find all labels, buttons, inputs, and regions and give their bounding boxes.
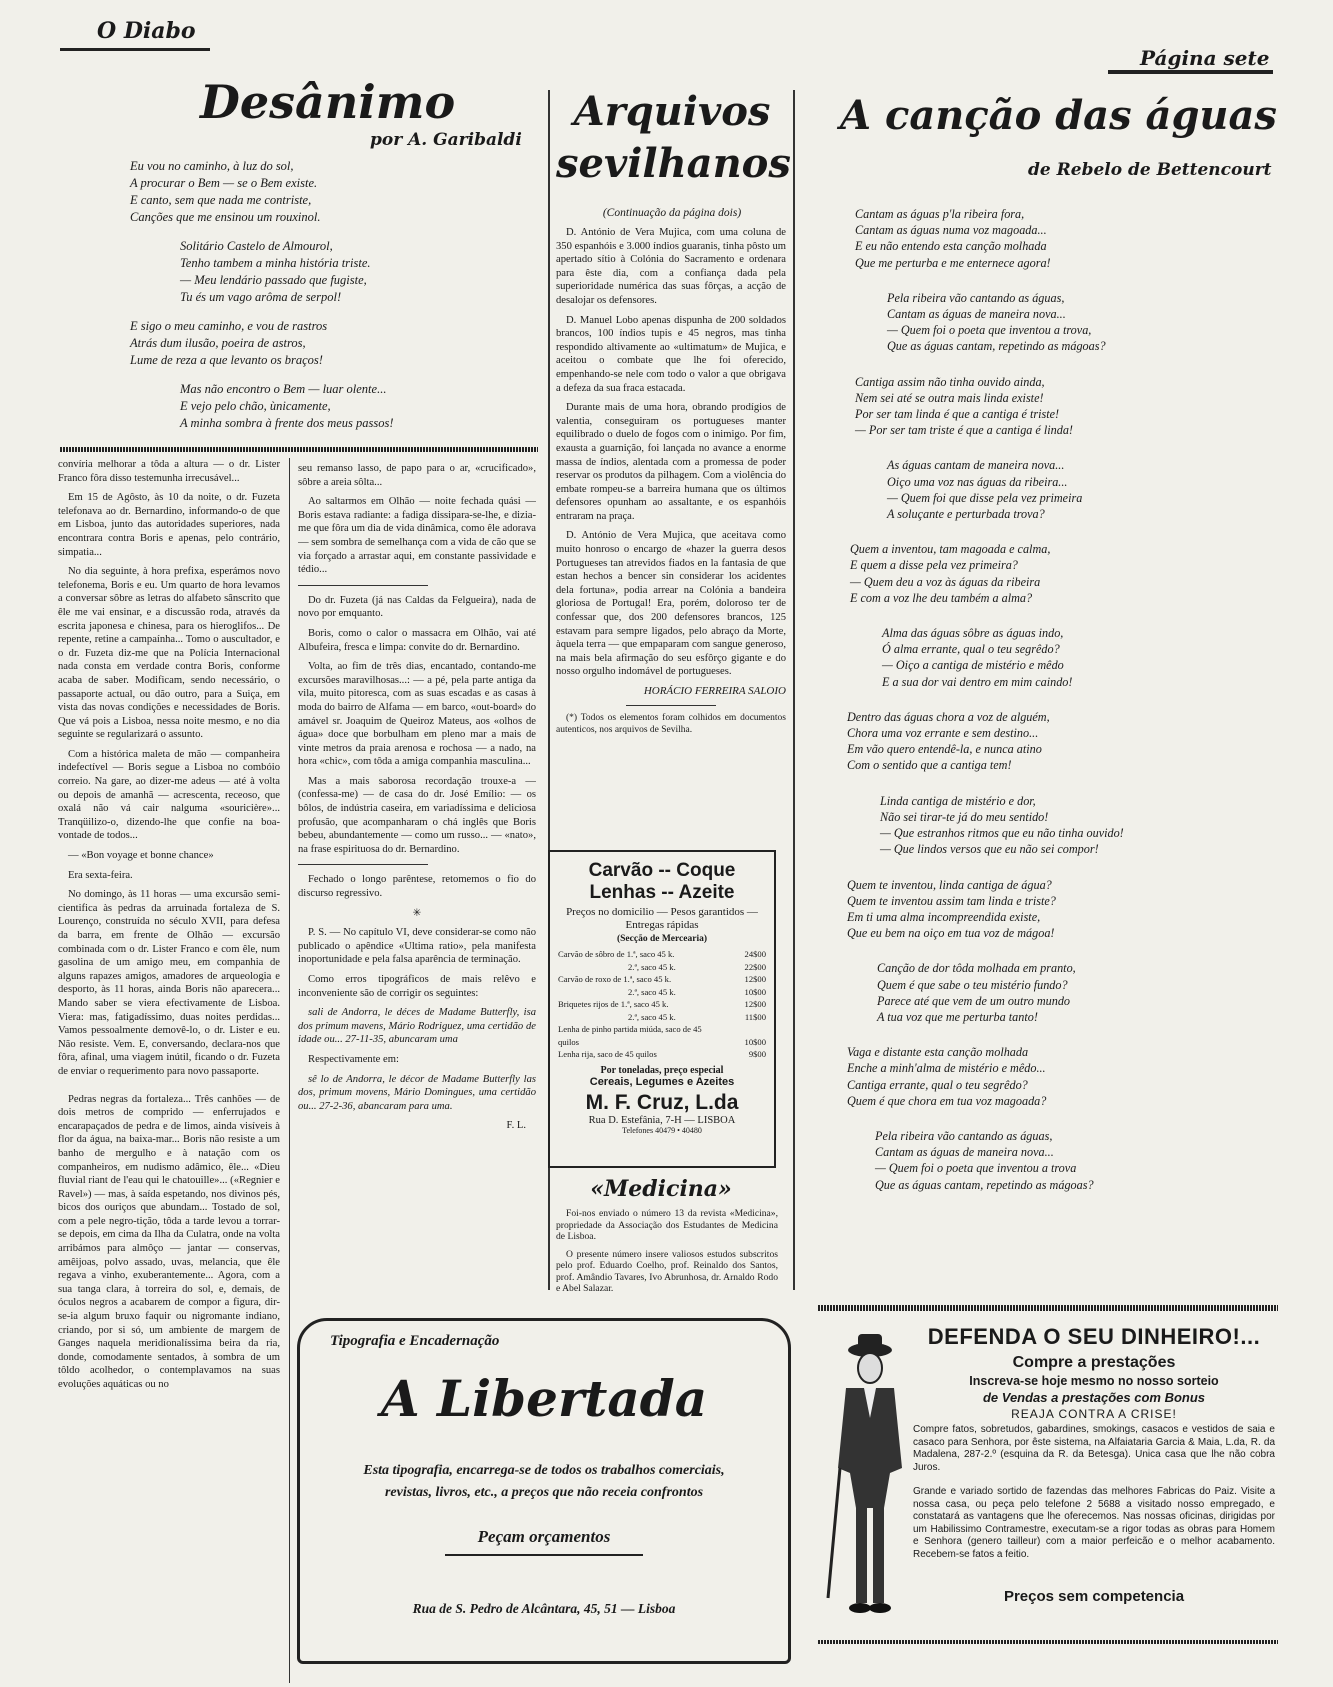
paragraph: Do dr. Fuzeta (já nas Caldas da Felgueira), nada de novo por emquanto. xyxy=(298,594,536,620)
verse-line: E canto, sem que nada me contriste, xyxy=(130,193,312,207)
verse-line: Em ti uma alma incompreendida existe, xyxy=(847,909,1041,924)
stanza xyxy=(855,206,1275,271)
price-row xyxy=(558,948,766,961)
verse-line: A minha sombra à frente dos meus passos! xyxy=(180,416,394,430)
verse-line: Quem a inventou, tam magoada e calma, xyxy=(850,542,1051,557)
stanza xyxy=(855,374,1275,439)
item-price: 24$00 xyxy=(744,949,766,959)
verse-line: A soluçante e perturbada trova? xyxy=(887,507,1045,522)
paragraph: Respectivamente em: xyxy=(308,1053,399,1065)
verse-line: Não sei tirar-te já do meu sentido! xyxy=(880,809,1049,824)
ad-body: Grande e variado sortido de fazendas das melhores Fabricas do Paiz. Visite a nossa casa, ou peça pelo telefone 2 5688 a visitado nosso empregado, e constatará as vantagens que lhe oferecemos. Nas nossas oficinas, dirigidas por um Habilissimo Contramestre, executam-se a rigor todas as obras para Homem e Senhora (genero tailleur) com a maior perfeicão e o melhor acabamento. Recebem-se fatos a feitio. xyxy=(913,1486,1275,1560)
stanza xyxy=(180,381,540,432)
verse-line: Mas não encontro o Bem — luar olente... xyxy=(180,382,387,396)
paragraph: Fechado o longo parêntese, retomemos o fio do discurso regressivo. xyxy=(298,874,536,900)
verse-line: E quem a disse pela vez primeira? xyxy=(850,558,1018,573)
ad-description: revistas, livros, etc., a preços que não receia confrontos xyxy=(384,1485,704,1500)
stanza xyxy=(887,457,1275,522)
verse-line: Cantam as águas numa voz magoada... xyxy=(855,223,1047,238)
article-medicina-body xyxy=(556,1208,778,1308)
article-continuation-left xyxy=(58,458,280,1683)
verse-line: A procurar o Bem — se o Bem existe. xyxy=(130,176,318,190)
paragraph: sali de Andorra, le déces de Madame Butterfly, isa dos primum mavens, Mário Rodriguez, uma certidão de idade ou... 27-11-35, abuncaram uma xyxy=(298,1007,536,1046)
article-title-arquivos xyxy=(556,86,791,190)
column-divider xyxy=(793,90,795,1290)
item-name: Carvão de sôbro de 1.ª, saco 45 k. xyxy=(558,949,675,959)
separator-rule xyxy=(298,585,428,586)
gentleman-illustration-icon xyxy=(818,1328,918,1628)
verse-line: Chora uma voz errante e sem destino... xyxy=(847,726,1039,741)
verse-line: E vejo pelo chão, ùnicamente, xyxy=(180,399,331,413)
paragraph: Com a histórica maleta de mão — companheira indefectível — Boris segue a Lisboa no combóio correio. Na gare, ao dizer-me adeus — até à volta ou depois de amanhã — acrescenta, receoso, que oxalá não vá cair nalguma «souricière»... Tranqüilizo-o, dizendo-lhe que confie na boa-vontade de todos... xyxy=(58,748,280,842)
item-name: 2.ª, saco 45 k. xyxy=(628,986,676,997)
paragraph: Como erros tipográficos de mais relêvo e inconveniente são de corrigir os seguintes: xyxy=(298,974,536,999)
paragraph: No dia seguinte, à hora prefixa, esperámos novo telefonema, Boris e eu. Um quarto de hora levamos a conversar sôbre as letras do alfabeto sânscrito que êle me vai ensinar, e a discussão roda, através da escrita japonesa e chinesa, para os hieroglifos... De repente, retine a campaínha... Tomo o auscultador, e o dr. Fuzeta diz-me que na Polícia Internacional nada consta em verdade contra Boris, conforme acaba de saber. Modificam, sendo necessário, o passaporte actual, ou dão outro, para a Suiça, em vista das novas condições e necessidades de Boris. Que vá pois a Lisboa, nessa noite mesmo, e no dia seguinte se regularizará o assunto. xyxy=(58,566,280,741)
ad-line: de Vendas a prestações com Bonus xyxy=(982,1390,1206,1405)
paragraph: Mas a mais saborosa recordação trouxe-a — (confessa-me) — de casa do dr. José Emílio: — os bôlos, de indústria caseira, em variadíssima e deliciosa profusão, que acompanharam o chá inglês que Boris bebeu, abundantemente — como um russo... — «nato», na frase espirituosa do dr. Bernardino. xyxy=(298,775,536,855)
signature: F. L. xyxy=(506,1120,526,1132)
article-arquivos-body xyxy=(556,226,786,826)
ad-company: M. F. Cruz, L.da xyxy=(585,1090,739,1114)
separator-rule xyxy=(298,864,428,865)
verse-line: Em vão quero entendê-la, e nunca atino xyxy=(847,742,1042,757)
verse-line: Cantiga assim não tinha ouvido ainda, xyxy=(855,374,1045,389)
verse-line: Cantam as águas p'la ribeira fora, xyxy=(855,207,1025,221)
paragraph: seu remanso lasso, de papo para o ar, «crucificado», sôbre a areia sôlta... xyxy=(298,463,536,488)
stanza xyxy=(180,238,540,306)
paragraph: — «Bon voyage et bonne chance» xyxy=(68,850,214,862)
ad-top-line: Tipografia e Encadernação xyxy=(330,1333,500,1349)
article-title-medicina: «Medicina» xyxy=(590,1176,732,1202)
item-price: 10$00 xyxy=(744,1036,766,1047)
verse-line: Pela ribeira vão cantando as águas, xyxy=(887,290,1065,305)
verse-line: Cantam as águas de maneira nova... xyxy=(875,1145,1054,1160)
ad-address: Rua D. Estefânia, 7-H — LISBOA xyxy=(588,1114,736,1126)
item-name: Lenha de pinho partida miúda, saco de 45 quilos xyxy=(558,1024,702,1047)
stanza xyxy=(130,158,540,226)
cta-underline xyxy=(445,1554,643,1556)
verse-line: Cantiga errante, qual o teu segrêdo? xyxy=(847,1077,1028,1092)
verse-line: — Quem foi o poeta que inventou a trova xyxy=(875,1161,1077,1176)
price-row xyxy=(558,998,766,1011)
verse-line: Quem te inventou assim tam linda e triste? xyxy=(847,893,1056,908)
printing-advertisement xyxy=(297,1318,791,1664)
stanza xyxy=(877,960,1275,1025)
ad-address: Rua de S. Pedro de Alcântara, 45, 51 — Lisboa xyxy=(412,1601,676,1616)
item-name: Briquetes rijos de 1.ª, saco 45 k. xyxy=(558,999,669,1009)
paragraph: convíria melhorar a tôda a altura — o dr. Lister Franco fôra disso testemunha irrecusável... xyxy=(58,459,280,484)
verse-line: Quem é que chora em tua voz magoada? xyxy=(847,1093,1047,1108)
verse-line: Com o sentido que a cantiga tem! xyxy=(847,758,1012,773)
verse-line: Eu vou no caminho, à luz do sol, xyxy=(130,159,294,173)
verse-line: A tua voz que me perturba tanto! xyxy=(877,1009,1038,1024)
paragraph: Pedras negras da fortaleza... Três canhões — de dois metros de comprido — enferrujados e encarapaçados de pedra e de limos, ainda visíveis à flor da água, na baixa-mar... Boris não resiste a um banho de mergulho e à natação com os companheiros, em nudismo adâmico, êle... «Dieu fluvial riant de l'eau qui le chatouille»... («Regnier e Ravel») — mas, à saída espetando, nos divinos pés, bicos dos ouriços que abundam... Tostado de sol, com a pele negro-tição, tôda a tarde levou a torrar-se depois, em cima da Ilha da Culatra, onde na volta arribámos para almôço — jantar — conservas, amêijoas, polvo assado, uvas, melancia, que êle regava a vinho, exuberantemente... Agora, com a sua tanga clara, à torreira do sol, e, demais, de óculos negros a acabarem de compor a figura, dir-se-ia algum bruxo faquir ou nigromante indiano, criando, por si só, um ambiente de margem de Ganges naquela meridionalíssima beira da ria, donde, comodamente sentados, à sombra de um tôldo acolhedor, o contemplavamos na suas evoluções aquáticas ou no xyxy=(58,1093,280,1390)
paragraph: Volta, ao fim de três dias, encantado, contando-me excursões maravilhosas...: — a pé, pela parte antiga da vila, muito pitoresca, com as suas escadas e as casas à moda do bairro de Alfama — em barco, «out-board» do amável sr. Joaquim de Queiroz Mateus, aos «olhos de água» doce que borbulham em pleno mar a mais de vinte metros da praia arenosa e rochosa — a nado, na hora «chic», com tôda a amiga companhia masculina... xyxy=(298,661,536,768)
item-name: 2.ª, saco 45 k. xyxy=(628,961,676,972)
price-row xyxy=(558,1048,766,1061)
page-number: Página sete xyxy=(1140,46,1270,70)
verse-line: — Quem foi o poeta que inventou a trova, xyxy=(887,323,1092,338)
stanza xyxy=(887,290,1275,355)
signature: HORÁCIO FERREIRA SALOIO xyxy=(643,685,786,697)
verse-line: — Quem foi que disse pela vez primeira xyxy=(887,490,1083,505)
poem-title-desanimo: Desânimo xyxy=(200,75,456,129)
verse-line: Solitário Castelo de Almourol, xyxy=(180,239,333,253)
newspaper-name: O Diabo xyxy=(97,18,196,44)
paragraph: Durante mais de uma hora, obrando prodígios de valentia, conseguiram os portugueses manter equilibrado o duelo de fogos com o inimigo. Por fim, exausta a guarnição, foi lançada no avance a enorme massa de índios, alentada com a promessa de poder reservar os produtos da pilhagem. Com a violência do embate rompeu-se a barreira humana que os últimos defensores opunham ao assaltante, e os espanhóis entraram na praça. xyxy=(556,402,786,522)
verse-line: Enche a minh'alma de mistério e mêdo... xyxy=(847,1061,1046,1076)
stanza xyxy=(847,877,1275,942)
verse-line: Que me perturba e me enternece agora! xyxy=(855,255,1051,270)
poem-author-bettencourt: de Rebelo de Bettencourt xyxy=(1028,160,1272,180)
ad-line: Inscreva-se hoje mesmo no nosso sorteio xyxy=(969,1374,1219,1388)
verse-line: Tenho tambem a minha história triste. xyxy=(180,256,371,270)
item-price: 11$00 xyxy=(744,1011,766,1022)
paragraph: Boris, como o calor o massacra em Olhão, vai até Albufeira, fresca e limpa: convite do dr. Bernardino. xyxy=(298,627,536,653)
stanza xyxy=(130,318,540,369)
item-name: Lenha rija, saco de 45 quilos xyxy=(558,1049,657,1059)
stanza xyxy=(882,625,1275,690)
price-row xyxy=(558,973,766,986)
verse-line: Pela ribeira vão cantando as águas, xyxy=(875,1128,1053,1143)
header-rule-right xyxy=(1108,70,1273,74)
price-row xyxy=(558,1023,766,1048)
item-name: Carvão de roxo de 1.ª, saco 45 k. xyxy=(558,974,672,984)
paragraph: Ao saltarmos em Olhão — noite fechada quási — Boris estava radiante: a fadiga dissipara-se-lhe, e dizia-me que fôra um dia de vida dinâmica, como êle adorava — sem sombra de semelhança com a vida de cão que se via forçado a arrastar aqui, em constante passividade e tédio... xyxy=(298,496,536,576)
ad-note: Cereais, Legumes e Azeites xyxy=(589,1075,735,1088)
verse-line: Lume de reza a que levanto os braços! xyxy=(130,353,323,367)
ad-title: Carvão -- Coque xyxy=(588,860,736,881)
verse-line: Que as águas cantam, repetindo as mágoas? xyxy=(887,339,1106,354)
coal-advertisement xyxy=(548,850,776,1168)
tailoring-advertisement xyxy=(818,1318,1278,1636)
verse-line: Nem sei até se outra mais linda existe! xyxy=(855,390,1044,405)
verse-line: Vaga e distante esta canção molhada xyxy=(847,1045,1029,1060)
item-price: 12$00 xyxy=(744,974,766,984)
header-rule-left xyxy=(60,48,210,51)
verse-line: Que as águas cantam, repetindo as mágoas? xyxy=(875,1177,1094,1192)
continuation-note: (Continuação da página dois) xyxy=(602,207,742,219)
separator-mark: ✳ xyxy=(412,907,422,919)
verse-line: Que eu bem na oiço em tua voz de mágoa! xyxy=(847,926,1055,941)
verse-line: Parece até que vem de um outro mundo xyxy=(877,993,1071,1008)
paragraph: Em 15 de Agôsto, às 10 da noite, o dr. Fuzeta telefonava ao dr. Bernardino, informando-o de que em Lisboa, junto das autoridades superiores, nada encontrara contra Boris e apenas, pelo contrário, simpatia... xyxy=(58,492,280,558)
poem-desanimo xyxy=(130,158,540,432)
verse-line: — Por ser tam triste é que a cantiga é linda! xyxy=(855,423,1073,438)
footnote: (*) Todos os elementos foram colhidos em documentos autenticos, nos arquivos de Sevilha. xyxy=(556,712,786,735)
ad-company-name: A Libertada xyxy=(380,1369,708,1428)
ad-bottom-border xyxy=(818,1640,1278,1644)
verse-line: — Oiço a cantiga de mistério e mêdo xyxy=(882,658,1064,673)
ad-line: REAJA CONTRA A CRISE! xyxy=(1011,1407,1177,1421)
verse-line: Quem te inventou, linda cantiga de água? xyxy=(847,877,1052,892)
verse-line: E a sua dor vai dentro em mim caindo! xyxy=(882,674,1073,689)
stanza xyxy=(875,1128,1275,1193)
verse-line: — Quem deu a voz às águas da ribeira xyxy=(850,574,1041,589)
ad-call-to-action: Peçam orçamentos xyxy=(477,1527,611,1546)
ad-note: Por toneladas, preço especial xyxy=(600,1064,724,1076)
paragraph: O presente número insere valiosos estudos subscritos pelo prof. Eduardo Coelho, prof. Reinaldo dos Santos, prof. Amândio Tavares, Ivo Abrunhosa, dr. Arnaldo Rodo e Abel Salazar. xyxy=(556,1248,778,1294)
verse-line: As águas cantam de maneira nova... xyxy=(887,458,1065,473)
column-divider xyxy=(289,458,290,1683)
item-price: 12$00 xyxy=(744,999,766,1009)
price-row xyxy=(558,1011,766,1024)
poem-title-cancao: A canção das águas xyxy=(840,92,1277,139)
ad-subtitle: Preços no domicilio — Pesos garantidos — Entregas rápidas xyxy=(566,906,758,931)
stanza xyxy=(847,1044,1275,1109)
verse-line: — Meu lendário passado que fugiste, xyxy=(180,273,367,287)
verse-line: Canções que me ensinou um rouxinol. xyxy=(130,210,321,224)
stanza xyxy=(847,709,1275,774)
price-list xyxy=(550,948,774,1061)
ad-title: Lenhas -- Azeite xyxy=(589,882,735,903)
ad-headline: DEFENDA O SEU DINHEIRO!... xyxy=(927,1324,1261,1349)
verse-line: Alma das águas sôbre as águas indo, xyxy=(882,626,1064,641)
title-text: Arquivos sevilhanos xyxy=(556,88,791,187)
verse-line: Dentro das águas chora a voz de alguém, xyxy=(847,709,1050,724)
verse-line: Tu és um vago arôma de serpol! xyxy=(180,290,342,304)
paragraph: D. António de Vera Mujica, com uma coluna de 350 espanhóis e 3.000 índios guaranis, tinha pôsto um apertado sítio à Colónia do Sacramento e ordenara para êste dia, com a confiança dada pela superioridade numérica das suas fôrças, a acção de desalojar os defensores. xyxy=(556,227,786,306)
separator-rule xyxy=(626,705,716,706)
section-divider xyxy=(60,447,538,452)
verse-line: Canção de dor tôda molhada em pranto, xyxy=(877,961,1076,976)
verse-line: Cantam as águas de maneira nova... xyxy=(887,307,1066,322)
verse-line: E com a voz lhe deu também a alma? xyxy=(850,590,1033,605)
ad-top-border xyxy=(818,1305,1278,1311)
verse-line: E eu não entendo esta canção molhada xyxy=(855,239,1047,254)
paragraph: sê lo de Andorra, le décor de Madame Butterfly las dos, primum movens, Mário Domingues, uma certidão ou... 27-2-36, abancaram para uma. xyxy=(298,1073,536,1112)
verse-line: Oiço uma voz nas águas da ribeira... xyxy=(887,474,1068,489)
item-name: 2.ª, saco 45 k. xyxy=(628,1011,676,1022)
item-price: 10$00 xyxy=(744,986,766,997)
paragraph: Foi-nos enviado o número 13 da revista «Medicina», propriedade da Associação dos Estudantes de Medicina de Lisboa. xyxy=(556,1208,778,1242)
item-price: 22$00 xyxy=(744,961,766,972)
verse-line: — Que lindos versos que eu não sei compor! xyxy=(880,842,1099,857)
paragraph: D. António de Vera Mujica, que aceitava como muito honroso o encargo de «hazer la guerra desos Portugueses tan atrevidos fiados en la fantasia de que estan hechos a bencer sin considerar los acidentes dela fortuna», podia arrear na Colónia a bandeira gloriosa de Portugal! Era, porém, doloroso ter de confessar que, dos 200 defensores brancos, 125 estavam para sempre ligados, pelo abraço da Morte, àquela terra — que empaparam com sangue generoso, na mais bela afirmação do seu esfôrço gigante e do nosso orgulho indomável de portugueses. xyxy=(556,530,786,678)
paragraph: No domingo, às 11 horas — uma excursão semi-cientifica às pedras da arruinada fortaleza de S. Lourenço, construída no século XVII, para defesa da barra, em frente de Olhão — excursão combinada com o dr. Lister Franco e com êle, num gasolina de um amigo meu, em companhia de alguns rapazes amigos, amadores de arqueologia e desporto, às 11 horas, ainda Boris não aparecera... Mando saber se viera efectivamente de Lisboa. Viera: mas, fatigadíssimo, duas noites perdidas... Vamos pessoalmente demovê-lo, o dr. Lister e eu. Não resiste. Vem. E, conversando, declara-nos que fôra, afinal, uma viagem inútil, ficando o dr. Fuzeta de enviar o requerimento para novo passaporte. xyxy=(58,889,280,1077)
verse-line: Quem é que sabe o teu mistério fundo? xyxy=(877,977,1068,992)
verse-line: Linda cantiga de mistério e dor, xyxy=(880,793,1036,808)
ad-description: Esta tipografia, encarrega-se de todos os trabalhos comerciais, xyxy=(363,1463,725,1478)
ad-subheadline: Compre a prestações xyxy=(1012,1354,1176,1371)
stanza xyxy=(880,793,1275,858)
price-row xyxy=(558,961,766,974)
verse-line: Atrás dum ilusão, poeira de astros, xyxy=(130,336,306,350)
stanza xyxy=(850,541,1275,606)
ad-section: (Secção de Mercearia) xyxy=(616,934,708,944)
paragraph: P. S. — No capítulo VI, deve considerar-se como não publicado o apêndice «Ultima ratio», pela manifesta inoportunidade e pela falsa aparência de terminação. xyxy=(298,927,536,966)
verse-line: E sigo o meu caminho, e vou de rastros xyxy=(130,319,328,333)
verse-line: Ó alma errante, qual o teu segrêdo? xyxy=(882,642,1060,657)
ad-body: Compre fatos, sobretudos, gabardines, smokings, casacos e vestidos de saia e casaco para Senhora, por êste sistema, na Alfaiataria Garcia & Maia, L.da, R. da Madalena, 287-2.º (esquina da R. da Betesga). Unica casa que lhe não cobra Juros. xyxy=(913,1424,1275,1473)
poem-author-garibaldi: por A. Garibaldi xyxy=(370,130,522,150)
paragraph: Era sexta-feira. xyxy=(68,869,133,881)
poem-cancao xyxy=(847,206,1275,1193)
verse-line: — Que estranhos ritmos que eu não tinha ouvido! xyxy=(880,826,1124,841)
item-price: 9$00 xyxy=(748,1049,766,1059)
price-row xyxy=(558,986,766,999)
article-continuation-right xyxy=(298,462,536,1300)
ad-phones: Telefones 40479 • 40480 xyxy=(622,1125,702,1135)
ad-footer: Preços sem competencia xyxy=(1003,1588,1185,1605)
verse-line: Por ser tam linda é que a cantiga é triste! xyxy=(855,407,1060,422)
paragraph: D. Manuel Lobo apenas dispunha de 200 soldados brancos, 100 índios tupis e 45 negros, mas tinha respondido altivamente ao «ultimatum» de Mujica, e aceitou o combate que lhe foi oferecido, empenhando-se nele com todo o valor a que obrigava a defeza da sua fraca estacada. xyxy=(556,314,786,394)
